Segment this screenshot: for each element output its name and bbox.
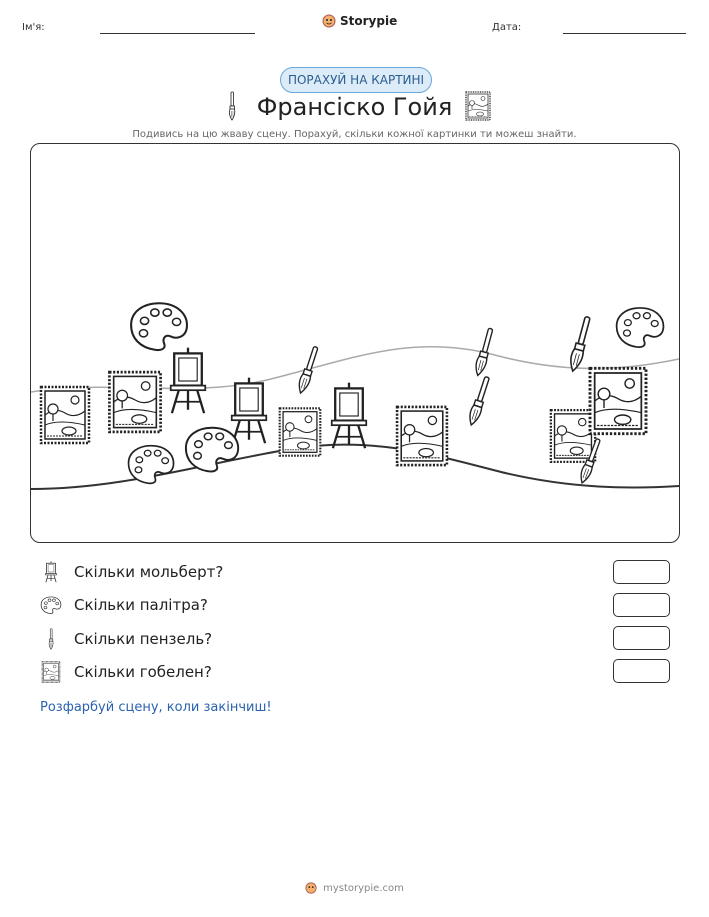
- tapestry-5: [551, 410, 595, 462]
- date-field-line[interactable]: [563, 33, 686, 34]
- question-palette: [40, 594, 208, 616]
- answer-box-brush[interactable]: [613, 626, 670, 650]
- footer-site[interactable]: mystorypie.com: [323, 882, 404, 894]
- tapestry-4: [397, 407, 447, 465]
- brand-logo: [322, 14, 397, 28]
- brush-2: [473, 327, 495, 376]
- easel-icon: [40, 561, 62, 583]
- question-text: Скільки пензель?: [74, 630, 213, 648]
- tapestry-6: [590, 368, 646, 433]
- brush-1: [296, 346, 320, 395]
- counting-scene: [30, 143, 680, 543]
- answer-box-easel[interactable]: [613, 560, 670, 584]
- storypie-footer-icon: [305, 882, 317, 894]
- task-badge: ПОРАХУЙ НА КАРТИНІ: [280, 67, 432, 93]
- tapestry-2: [109, 372, 160, 432]
- brand-name: Storypie: [340, 14, 398, 28]
- tapestry-3: [280, 408, 321, 455]
- question-text: Скільки гобелен?: [74, 663, 212, 681]
- question-text: Скільки мольберт?: [74, 563, 224, 581]
- name-field-line[interactable]: [100, 33, 255, 34]
- instructions: Подивись на цю жваву сцену. Порахуй, скільки кожної картинки ти можеш знайти.: [132, 129, 577, 140]
- palette-1: [131, 303, 187, 350]
- answer-box-palette[interactable]: [613, 593, 670, 617]
- easel-2: [232, 378, 267, 444]
- tapestry-1: [41, 387, 89, 443]
- easel-3: [332, 383, 367, 449]
- page-footer: [0, 882, 709, 894]
- question-brush: [40, 628, 212, 650]
- brush-3: [467, 376, 492, 427]
- brush-icon: [40, 628, 62, 650]
- answer-box-tapestry[interactable]: [613, 659, 670, 683]
- name-label: Ім'я:: [22, 22, 45, 33]
- palette-2: [129, 446, 174, 484]
- question-tapestry: [40, 661, 212, 683]
- storypie-mascot-icon: [322, 14, 336, 28]
- question-easel: [40, 561, 223, 583]
- scene-illustration: [31, 144, 679, 542]
- brush-4: [568, 316, 593, 373]
- tapestry-icon: [40, 661, 62, 683]
- coloring-note: Розфарбуй сцену, коли закінчиш!: [40, 700, 272, 715]
- palette-4: [617, 308, 664, 347]
- title-tapestry-icon: [465, 91, 491, 121]
- palette-3: [186, 428, 238, 472]
- page-title: Франсіско Гойя: [256, 93, 453, 121]
- date-label: Дата:: [492, 22, 522, 33]
- question-text: Скільки палітра?: [74, 596, 208, 614]
- palette-icon: [40, 594, 62, 616]
- easel-1: [171, 348, 206, 414]
